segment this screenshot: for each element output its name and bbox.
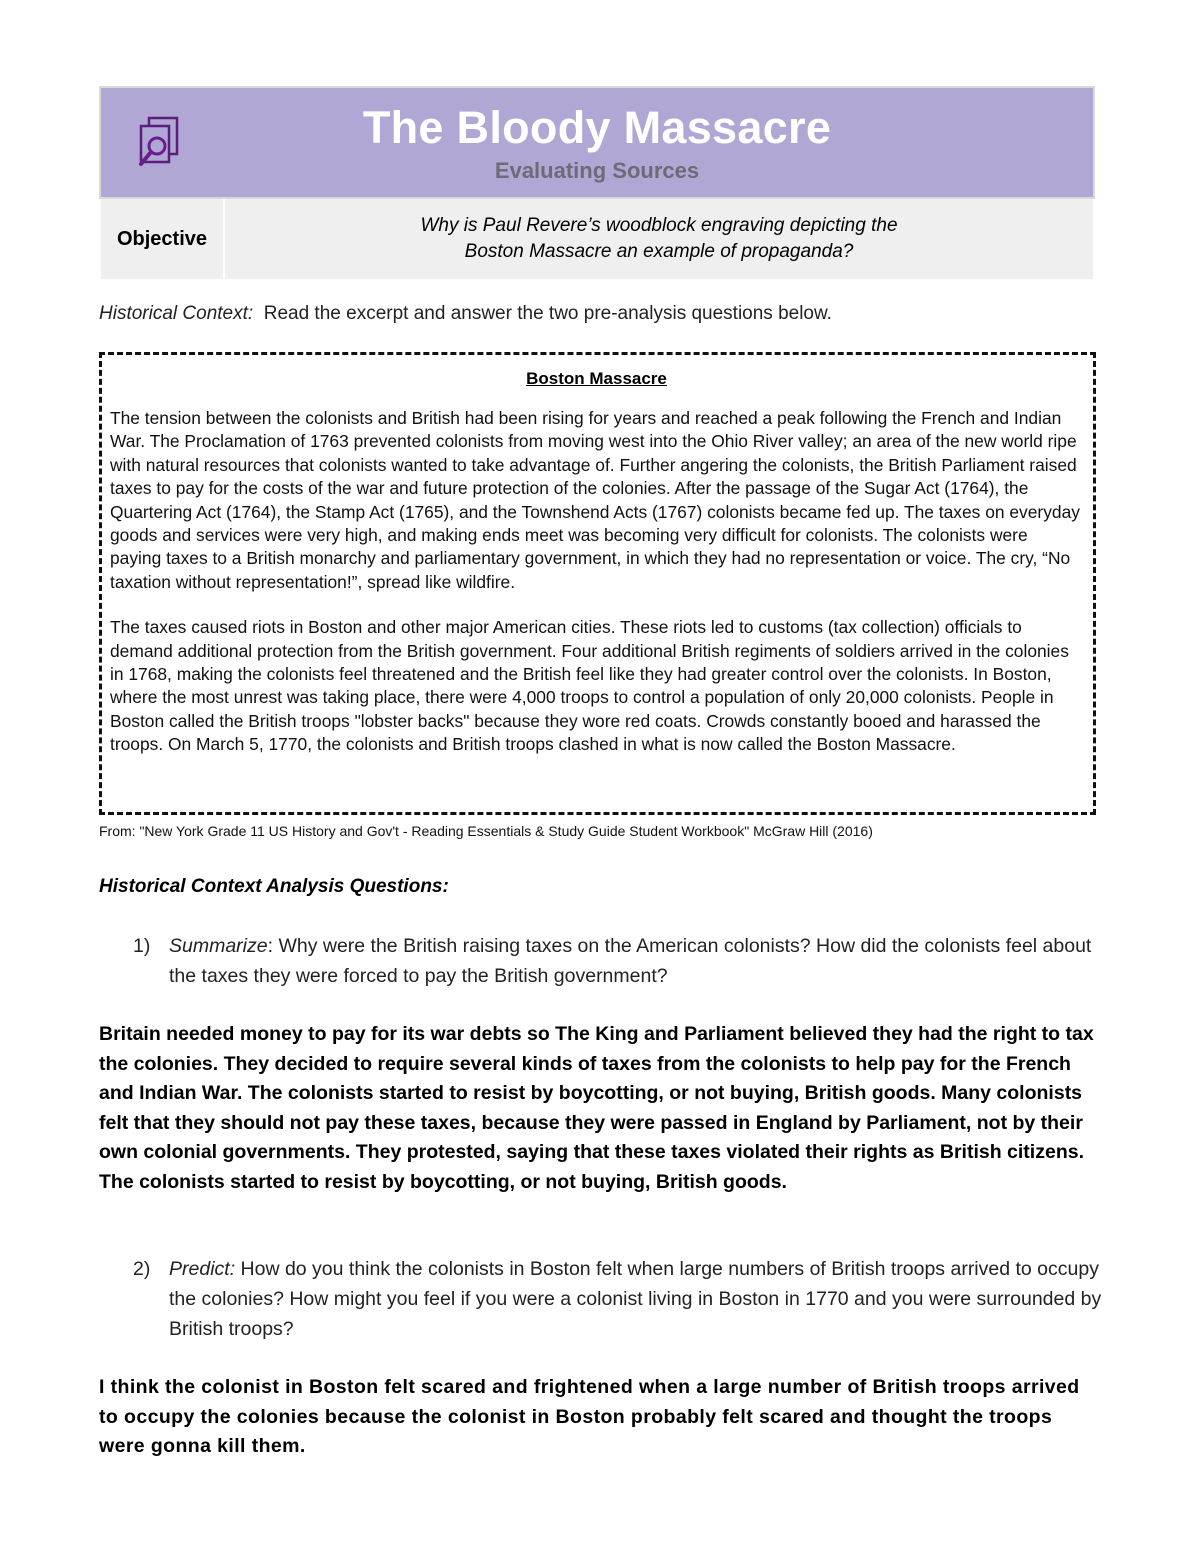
question-1: [133, 931, 1108, 991]
question-text: : Why were the British raising taxes on the American colonists? How did the colonists feel about the taxes they were forced to pay the British government?: [169, 935, 1092, 987]
historical-context-instruction: Read the excerpt and answer the two pre-analysis questions below.: [263, 303, 832, 324]
excerpt-paragraph: The tension between the colonists and British had been rising for years and reached a peak following the French and Indian War. The Proclamation of 1763 prevented colonists from moving west into the Ohio River valley; an area of the new world ripe with natural resources that colonists wanted to take advantage of. Further angering the colonists, the British Parliament raised taxes to pay for the costs of the war and future protection of the colonies. After the passage of the Sugar Act (1764), the Quartering Act (1764), the Stamp Act (1765), and the Townshend Acts (1767) colonists became fed up. The taxes on everyday goods and services were very high, and making ends meet was becoming very difficult for colonists. The colonists were paying taxes to a British monarchy and parliamentary government, in which they had no representation or voice. The cry, “No taxation without representation!”, spread like wildfire.: [110, 408, 1080, 592]
question-skill: Summarize: [169, 935, 268, 957]
question-number: 1): [133, 935, 151, 957]
excerpt-heading: Boston Massacre: [526, 369, 667, 388]
answer-1: Britain needed money to pay for its war debts so The King and Parliament believed they had the right to tax the colonies. They decided to require several kinds of taxes from the colonists to help pay for the French and Indian War. The colonists started to resist by boycotting, or not buying, British goods. Many colonists felt that they should not pay these taxes, because they were passed in England by Parliament, not by their own colonial governments. They protested, saying that these taxes violated their rights as British citizens. The colonists started to resist by boycotting, or not buying, British goods.: [99, 1023, 1094, 1193]
excerpt-paragraph: The taxes caused riots in Boston and other major American cities. These riots led to customs (tax collection) officials to demand additional protection from the British government. Four additional British regiments of soldiers arrived in the colonies in 1768, making the colonists feel threatened and the British feel like they had greater control over the colonists. In Boston, where the most unrest was taking place, there were 4,000 troops to control a population of only 20,000 colonists. People in Boston called the British troops "lobster backs" because they wore red coats. Crowds constantly booed and harassed the troops. On March 5, 1770, the colonists and British troops clashed in what is now called the Boston Massacre.: [110, 617, 1069, 755]
title-banner: [100, 87, 1094, 198]
page-title: The Bloody Massacre: [362, 102, 832, 153]
historical-context-label: Historical Context:: [99, 303, 254, 324]
objective-line-2: Boston Massacre an example of propaganda?: [464, 241, 854, 262]
objective-line-1: Why is Paul Revere’s woodblock engraving depicting the: [420, 215, 898, 236]
analysis-heading: Historical Context Analysis Questions:: [99, 876, 449, 897]
objective-text: [224, 198, 1094, 280]
question-2: [133, 1254, 1108, 1344]
answer-2: I think the colonist in Boston felt scared and frightened when a large number of British troops arrived to occupy the colonies because the colonist in Boston probably felt scared and thought the troops were gonna kill them.: [99, 1376, 1080, 1457]
header-table: [99, 86, 1095, 281]
historical-context-line: [99, 303, 832, 325]
question-number: 2): [133, 1258, 151, 1280]
excerpt-box: [99, 352, 1096, 815]
question-skill: Predict:: [169, 1258, 236, 1280]
objective-label: Objective: [100, 198, 224, 280]
source-citation: From: "New York Grade 11 US History and Gov't - Reading Essentials & Study Guide Student Workbook" McGraw Hill (2016): [99, 823, 873, 839]
page-subtitle: Evaluating Sources: [494, 158, 700, 183]
question-text: How do you think the colonists in Boston felt when large numbers of British troops arrived to occupy the colonies? How might you feel if you were a colonist living in Boston in 1770 and you were surrounded by British troops?: [169, 1258, 1102, 1340]
question-body: [169, 931, 1108, 991]
question-body: [169, 1254, 1108, 1344]
